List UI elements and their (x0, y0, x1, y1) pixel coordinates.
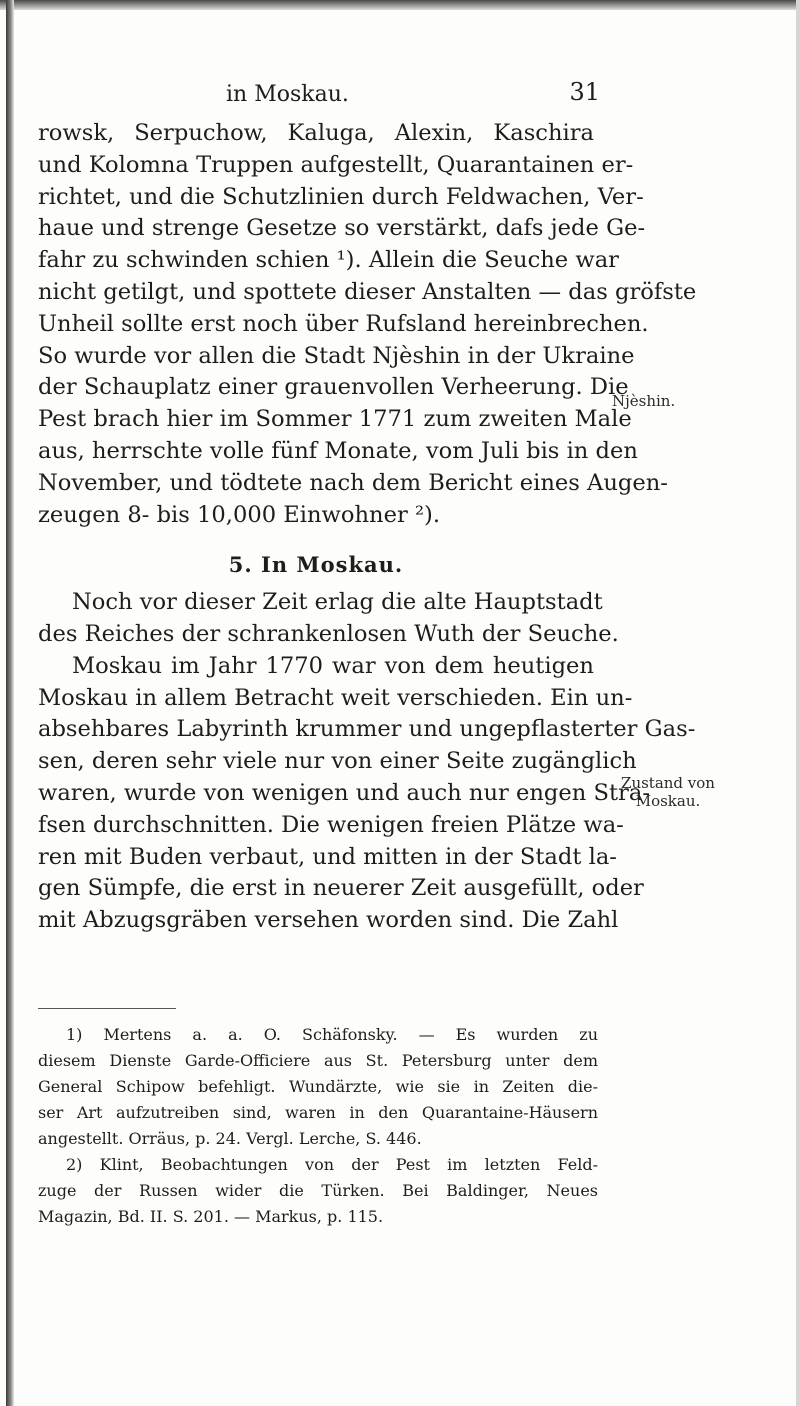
page-right-edge (796, 0, 800, 1406)
text-line: nicht getilgt, und spottete dieser Anstalten — das gröfste (38, 278, 697, 305)
footnote-line: 1) Mertens a. a. O. Schäfonsky. — Es wurden zu (66, 1025, 598, 1044)
text-line: Moskau im Jahr 1770 war von dem heutigen (72, 652, 594, 679)
footnote-line: ser Art aufzutreiben sind, waren in den Quarantaine-Häusern (38, 1103, 598, 1122)
text-line: absehbares Labyrinth krummer und ungepflasterter Gas- (38, 716, 696, 743)
footnote-line: General Schipow befehligt. Wundärzte, wie sie in Zeiten die- (38, 1077, 598, 1096)
text-line: gen Sümpfe, die erst in neuerer Zeit ausgefüllt, oder (38, 875, 644, 902)
page-header (180, 78, 600, 112)
margin-note-zustand: Zustand von Moskau. (621, 774, 715, 810)
text-line: aus, herrschte volle fünf Monate, vom Juli bis in den (38, 437, 638, 464)
footnote-line: angestellt. Orräus, p. 24. Vergl. Lerche, S. 446. (38, 1129, 422, 1148)
text-line: Noch vor dieser Zeit erlag die alte Hauptstadt (72, 589, 603, 616)
text-line: haue und strenge Gesetze so verstärkt, dafs jede Ge- (38, 215, 646, 242)
text-line: November, und tödtete nach dem Bericht eines Augen- (38, 469, 668, 496)
margin-note-njeshin: Njèshin. (612, 392, 676, 410)
text-line: Moskau in allem Betracht weit verschieden. Ein un- (38, 684, 633, 711)
section-heading: 5. In Moskau. (228, 552, 404, 578)
footnote-line: diesem Dienste Garde-Officiere aus St. Petersburg unter dem (38, 1051, 598, 1070)
page-number: 31 (569, 78, 600, 106)
text-line: waren, wurde von wenigen und auch nur engen Stra- (38, 779, 650, 806)
text-line: zeugen 8- bis 10,000 Einwohner ²). (38, 501, 441, 528)
text-line: ren mit Buden verbaut, und mitten in der Stadt la- (38, 843, 617, 870)
text-line: Pest brach hier im Sommer 1771 zum zweiten Male (38, 406, 632, 433)
footnote-rule (38, 1008, 176, 1009)
text-line: rowsk, Serpuchow, Kaluga, Alexin, Kaschira (38, 120, 594, 146)
footnotes (38, 1022, 598, 1230)
text-line: der Schauplatz einer grauenvollen Verheerung. Die (38, 374, 629, 401)
footnote-line: zuge der Russen wider die Türken. Bei Baldinger, Neues (38, 1181, 598, 1200)
footnote-line: 2) Klint, Beobachtungen von der Pest im letzten Feld- (66, 1155, 598, 1174)
text-line: des Reiches der schrankenlosen Wuth der Seuche. (38, 620, 619, 647)
running-head: in Moskau. (226, 82, 349, 107)
text-line: Unheil sollte erst noch über Rufsland hereinbrechen. (38, 310, 649, 337)
text-line: fahr zu schwinden schien ¹). Allein die Seuche war (38, 247, 619, 274)
text-line: fsen durchschnitten. Die wenigen freien Plätze wa- (38, 811, 624, 838)
page-binding-shadow (6, 0, 14, 1406)
text-line: richtet, und die Schutzlinien durch Feldwachen, Ver- (38, 183, 644, 210)
text-line: mit Abzugsgräben versehen worden sind. Die Zahl (38, 907, 619, 934)
page-top-shadow (0, 0, 800, 10)
text-line: und Kolomna Truppen aufgestellt, Quarantainen er- (38, 151, 634, 178)
footnote-line: Magazin, Bd. II. S. 201. — Markus, p. 115. (38, 1207, 384, 1226)
text-line: sen, deren sehr viele nur von einer Seite zugänglich (38, 748, 637, 775)
text-line: So wurde vor allen die Stadt Njèshin in der Ukraine (38, 342, 635, 369)
